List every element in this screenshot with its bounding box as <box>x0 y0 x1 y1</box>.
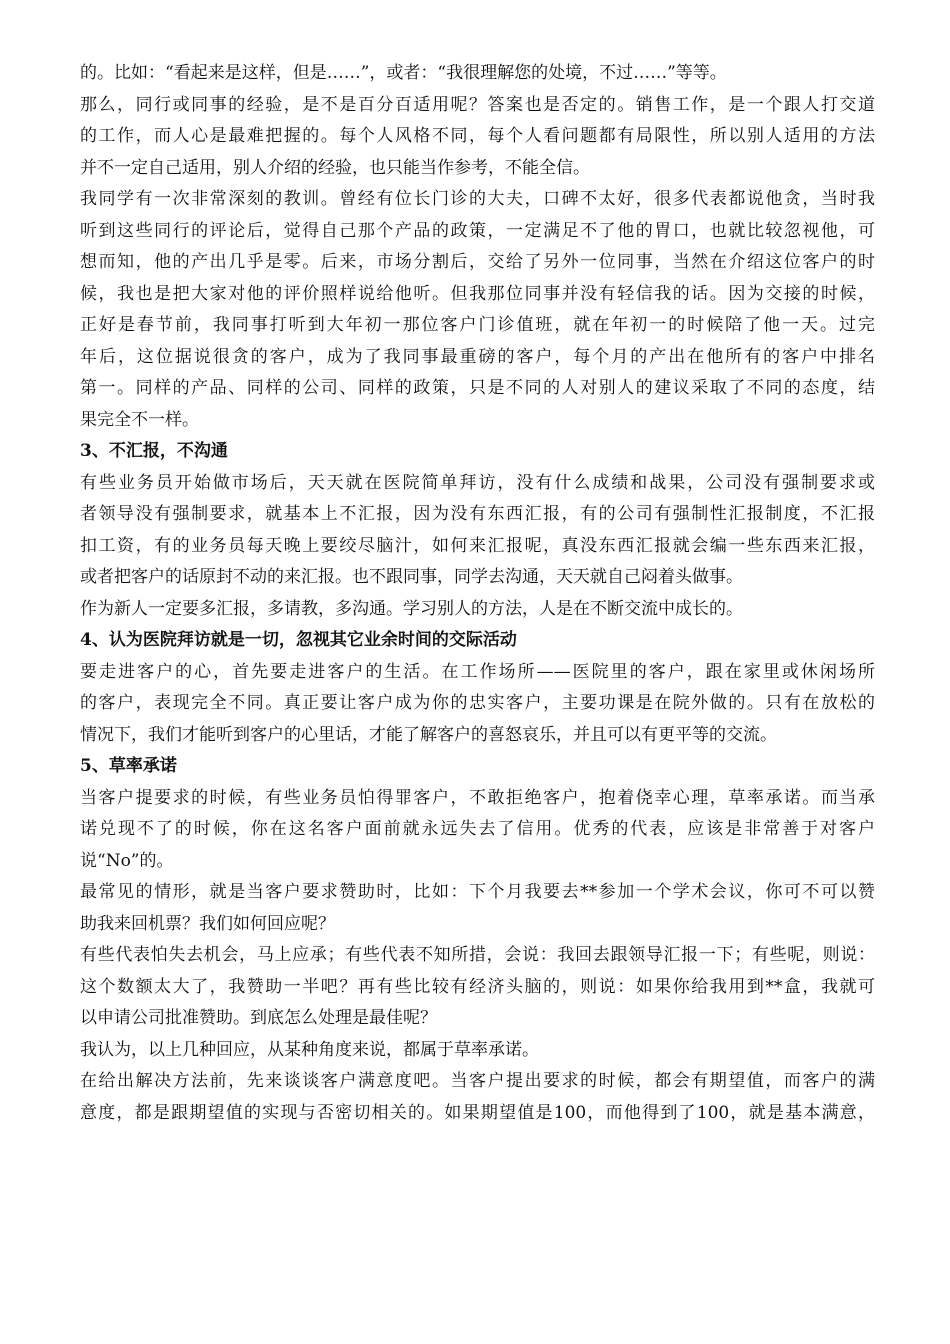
text-line: 候，我也是把大家对他的评价照样说给他听。但我那位同事并没有轻信我的话。因为交接的时候， <box>80 283 875 304</box>
text-line: 以申请公司批准赞助。到底怎么处理是最佳呢？ <box>80 1008 437 1028</box>
paragraph <box>80 940 875 1035</box>
text-line: 要走进客户的心，首先要走进客户的生活。在工作场所——医院里的客户，跟在家里或休闲场所 <box>80 661 875 682</box>
section-heading <box>80 751 875 783</box>
text-line: 3、不汇报，不沟通 <box>80 441 228 461</box>
text-line: 的。比如：“看起来是这样，但是……”，或者：“我很理解您的处境，不过……”等等。 <box>80 63 727 83</box>
text-line: 有些代表怕失去机会，马上应承；有些代表不知所措，会说：我回去跟领导汇报一下；有些呢，则说： <box>80 945 875 965</box>
text-line: 我认为，以上几种回应，从某种角度来说，都属于草率承诺。 <box>80 1039 539 1060</box>
text-line: 最常见的情形，就是当客户要求赞助时，比如：下个月我要去**参加一个学术会议，你可不可以赞 <box>80 882 875 902</box>
text-line: 想而知，他的产出几乎是零。后来，市场分割后，交给了另外一位同事，当然在介绍这位客户的时 <box>80 252 875 272</box>
text-line: 我同学有一次非常深刻的教训。曾经有位长门诊的大夫，口碑不太好，很多代表都说他贪，当时我 <box>80 189 875 209</box>
paragraph <box>80 1035 875 1067</box>
text-line: 并不一定自己适用，别人介绍的经验，也只能当作参考，不能全信。 <box>80 157 590 178</box>
text-line: 情况下，我们才能听到客户的心里话，才能了解客户的喜怒哀乐，并且可以有更平等的交流。 <box>80 724 777 745</box>
text-line: 助我来回机票？我们如何回应呢？ <box>80 913 335 934</box>
paragraph <box>80 783 875 878</box>
text-line: 5、草率承诺 <box>80 756 177 776</box>
text-line: 正好是春节前，我同事打听到大年初一那位客户门诊值班，就在年初一的时候陪了他一天。过完 <box>80 315 875 335</box>
text-line: 者领导没有强制要求，就基本上不汇报，因为没有东西汇报，有的公司有强制性汇报制度，不汇报 <box>80 504 875 524</box>
paragraph <box>80 90 875 185</box>
paragraph <box>80 468 875 594</box>
text-line: 说“No”的。 <box>80 850 174 871</box>
document-page <box>80 58 875 1129</box>
text-line: 的工作，而人心是最难把握的。每个人风格不同，每个人看问题都有局限性，所以别人适用的方法 <box>80 126 875 146</box>
text-line: 当客户提要求的时候，有些业务员怕得罪客户，不敢拒绝客户，抱着侥幸心理，草率承诺。而当承 <box>80 787 875 808</box>
paragraph <box>80 594 875 626</box>
section-heading <box>80 625 875 657</box>
text-line: 扣工资，有的业务员每天晚上要绞尽脑汁，如何来汇报呢，真没东西汇报就会编一些东西来汇报， <box>80 535 875 556</box>
text-line: 作为新人一定要多汇报，多请教，多沟通。学习别人的方法，人是在不断交流中成长的。 <box>80 598 743 619</box>
paragraph <box>80 877 875 940</box>
text-line: 果完全不一样。 <box>80 409 199 430</box>
text-line: 那么，同行或同事的经验，是不是百分百适用呢？答案也是否定的。销售工作，是一个跟人打交道 <box>80 94 875 115</box>
text-line: 或者把客户的话原封不动的来汇报。也不跟同事，同学去沟通，天天就自己闷着头做事。 <box>80 567 743 587</box>
text-line: 意度，都是跟期望值的实现与否密切相关的。如果期望值是100，而他得到了100，就是基本满意， <box>80 1102 875 1123</box>
paragraph <box>80 657 875 752</box>
text-line: 诺兑现不了的时候，你在这名客户面前就永远失去了信用。优秀的代表，应该是非常善于对客户 <box>80 819 875 839</box>
text-line: 4、认为医院拜访就是一切，忽视其它业余时间的交际活动 <box>80 630 517 650</box>
text-line: 在给出解决方法前，先来谈谈客户满意度吧。当客户提出要求的时候，都会有期望值，而客户的满 <box>80 1071 875 1091</box>
text-line: 听到这些同行的评论后，觉得自己那个产品的政策，一定满足不了他的胃口，也就比较忽视他，可 <box>80 220 875 241</box>
text-line: 年后，这位据说很贪的客户，成为了我同事最重磅的客户，每个月的产出在他所有的客户中排名 <box>80 346 875 367</box>
paragraph <box>80 58 875 90</box>
text-line: 这个数额太大了，我赞助一半吧？再有些比较有经济头脑的，则说：如果你给我用到**盒，我就可 <box>80 976 875 997</box>
text-line: 有些业务员开始做市场后，天天就在医院简单拜访，没有什么成绩和战果，公司没有强制要求或 <box>80 472 875 493</box>
paragraph <box>80 1066 875 1129</box>
text-line: 的客户，表现完全不同。真正要让客户成为你的忠实客户，主要功课是在院外做的。只有在放松的 <box>80 693 875 713</box>
text-line: 第一。同样的产品、同样的公司、同样的政策，只是不同的人对别人的建议采取了不同的态度，结 <box>80 378 875 398</box>
section-heading <box>80 436 875 468</box>
paragraph <box>80 184 875 436</box>
